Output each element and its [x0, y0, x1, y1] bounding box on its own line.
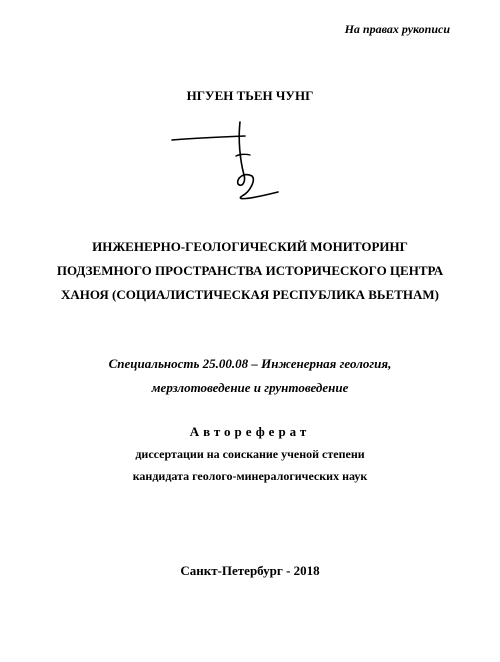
document-type: Автореферат — [189, 424, 311, 439]
specialty-line: Специальность 25.00.08 – Инженерная геология, — [108, 356, 392, 371]
title-line: ХАНОЯ (СОЦИАЛИСТИЧЕСКАЯ РЕСПУБЛИКА ВЬЕТНАМ) — [61, 287, 439, 302]
rights-notice: На правах рукописи — [344, 22, 450, 36]
specialty-block — [20, 352, 480, 400]
city-year: Санкт-Петербург - 2018 — [180, 563, 320, 578]
title-line: ИНЖЕНЕРНО-ГЕОЛОГИЧЕСКИЙ МОНИТОРИНГ — [92, 239, 408, 254]
author-name: НГУЕН ТЬЕН ЧУНГ — [186, 88, 314, 103]
handwritten-signature — [170, 120, 280, 210]
specialty-line: мерзлотоведение и грунтоведение — [151, 380, 349, 395]
degree-block — [20, 443, 480, 487]
dissertation-title — [20, 235, 480, 307]
degree-line: кандидата геолого-минералогических наук — [132, 469, 368, 483]
degree-line: диссертации на соискание ученой степени — [135, 447, 365, 461]
title-line: ПОДЗЕМНОГО ПРОСТРАНСТВА ИСТОРИЧЕСКОГО ЦЕНТРА — [56, 263, 444, 278]
